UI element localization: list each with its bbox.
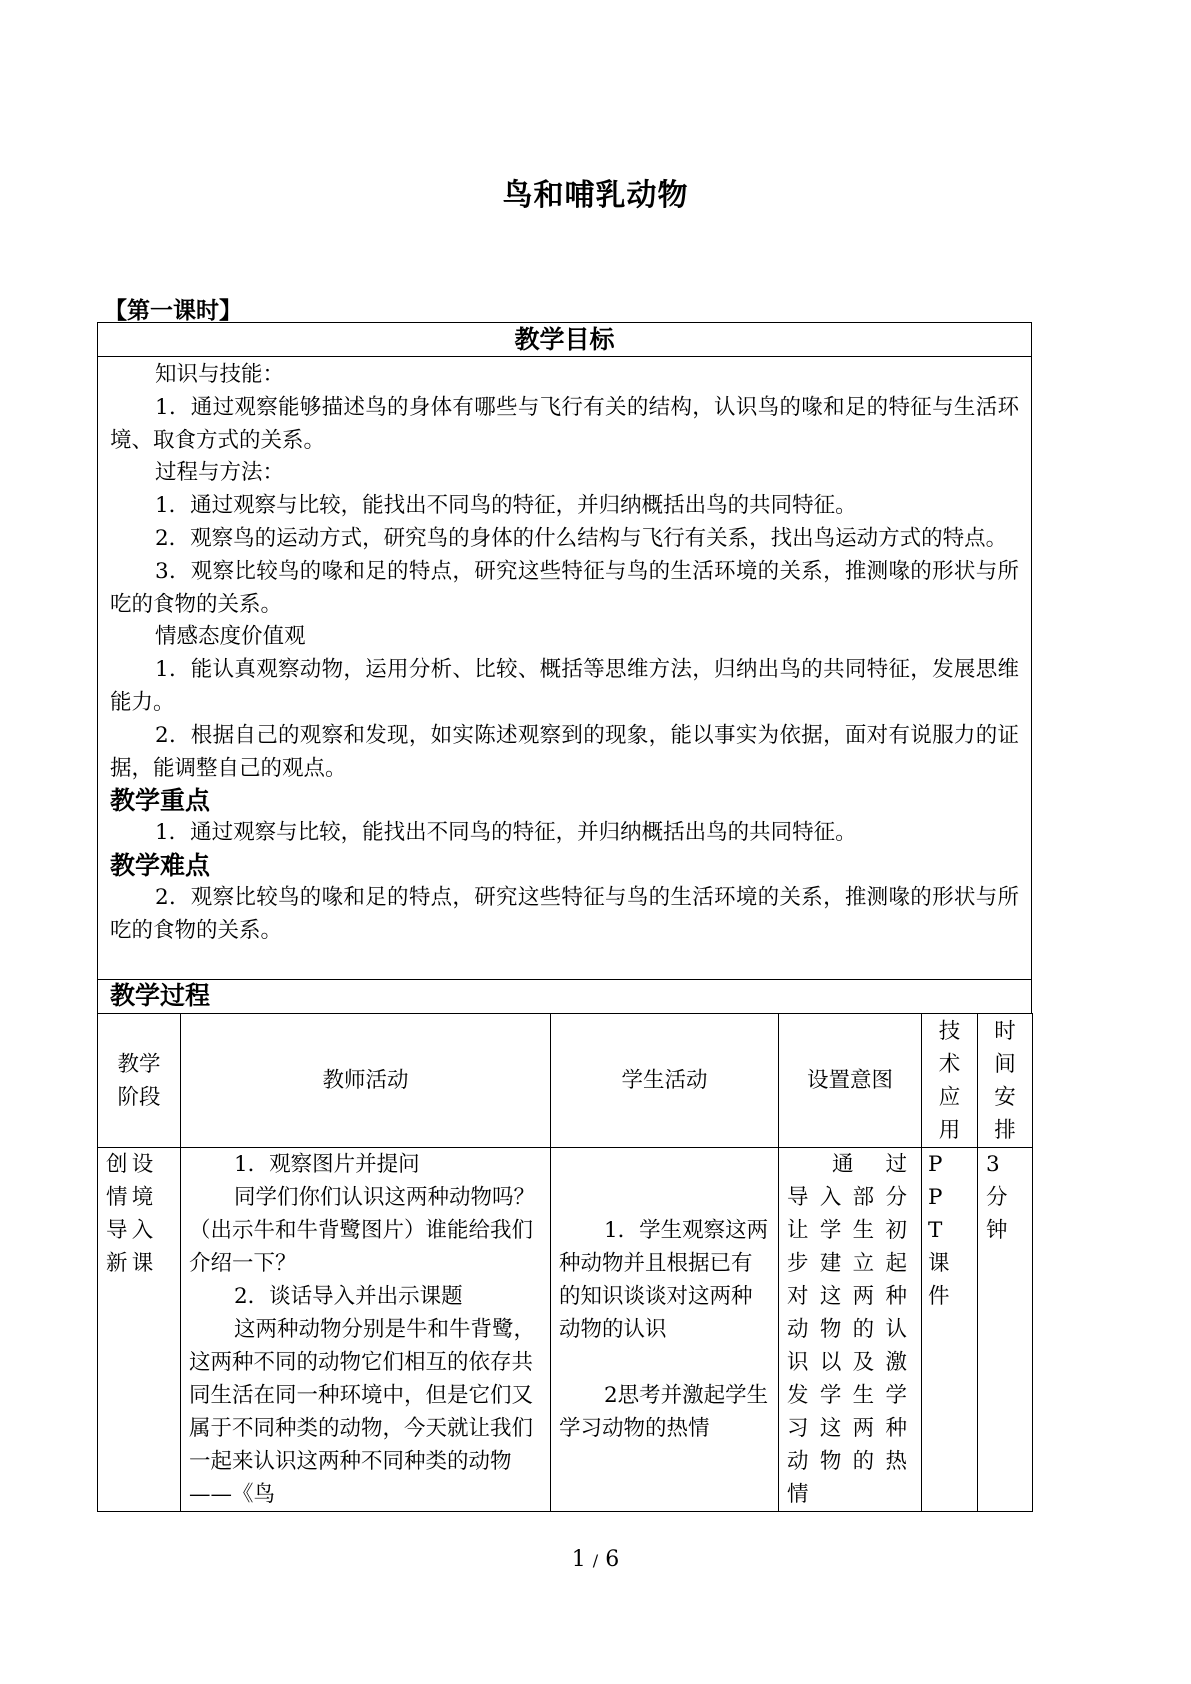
teacher-activity-cell (181, 1148, 551, 1512)
student-line: 2思考并激起学生学习动物的热情 (559, 1383, 769, 1441)
time-cell (978, 1148, 1033, 1512)
stage-cell (98, 1148, 181, 1512)
intent-text: 通过导入部分让学生初步建立起对这两种动物的认识以及激发学生学习这两种动物的热情 (787, 1152, 913, 1507)
table-row (98, 1148, 1033, 1512)
col-header-teacher: 教师活动 (181, 1014, 551, 1148)
key-point-text: 1．通过观察与比较，能找出不同鸟的特征，并归纳概括出鸟的共同特征。 (155, 820, 857, 846)
col-header-intent: 设置意图 (779, 1014, 922, 1148)
objective-line: 1．通过观察与比较，能找出不同鸟的特征，并归纳概括出鸟的共同特征。 (155, 493, 857, 519)
difficulty-heading: 教学难点 (110, 851, 211, 881)
tech-cell (922, 1148, 978, 1512)
objective-line: 2．观察鸟的运动方式，研究鸟的身体的什么结构与飞行有关系，找出鸟运动方式的特点。 (155, 525, 1008, 551)
page-footer (0, 1547, 1191, 1572)
tech-text: PPT课件 (928, 1152, 950, 1309)
teacher-line: 这两种动物分别是牛和牛背鹭，这两种不同的动物它们相互的依存共同生活在同一种环境中，但是它们又属于不同种类的动物，今天就让我们一起来认识这两种不同种类的动物——《鸟 (189, 1317, 536, 1507)
process-table (97, 1013, 1033, 1512)
process-heading: 教学过程 (97, 980, 1032, 1014)
objective-line: 1．能认真观察动物，运用分析、比较、概括等思维方法，归纳出鸟的共同特征，发展思维能力。 (110, 657, 1019, 715)
difficulty-text: 2．观察比较鸟的喙和足的特点，研究这些特征与鸟的生活环境的关系，推测喙的形状与所吃的食物的关系。 (110, 885, 1019, 943)
objective-line: 过程与方法： (155, 460, 285, 486)
col-header-time: 时间安排 (978, 1014, 1033, 1148)
document-title: 鸟和哺乳动物 (502, 178, 689, 213)
time-text: 3分钟 (986, 1152, 1008, 1243)
objectives-box (97, 322, 1032, 980)
teacher-line: 2．谈话导入并出示课题 (234, 1284, 463, 1309)
col-header-stage: 教学阶段 (98, 1014, 181, 1148)
lesson-label: 【第一课时】 (104, 297, 242, 324)
objective-line: 知识与技能： (155, 362, 285, 387)
teacher-line: 同学们你们认识这两种动物吗？（出示牛和牛背鹭图片）谁能给我们介绍一下？ (189, 1185, 536, 1276)
stage-text: 创设情境导入新课 (106, 1152, 154, 1276)
page-total: 6 (605, 1547, 620, 1572)
intent-cell (779, 1148, 922, 1512)
page-number: 1 (571, 1547, 586, 1572)
objectives-body (110, 359, 1019, 948)
col-header-tech: 技术应用 (922, 1014, 978, 1148)
objective-line: 3．观察比较鸟的喙和足的特点，研究这些特征与鸟的生活环境的关系，推测喙的形状与所吃的食物的关系。 (110, 558, 1019, 617)
page-separator: / (592, 1551, 599, 1570)
objective-line: 2．根据自己的观察和发现，如实陈述观察到的现象，能以事实为依据，面对有说服力的证据，能调整自己的观点。 (110, 722, 1019, 781)
col-header-student: 学生活动 (551, 1014, 779, 1148)
objectives-header: 教学目标 (98, 323, 1031, 357)
student-activity-cell (551, 1148, 779, 1512)
teacher-line: 1．观察图片并提问 (234, 1152, 420, 1177)
table-header-row (98, 1014, 1033, 1148)
student-line: 1．学生观察这两种动物并且根据已有的知识谈谈对这两种动物的认识 (559, 1218, 769, 1342)
objective-line: 情感态度价值观 (155, 624, 306, 650)
objective-line: 1．通过观察能够描述鸟的身体有哪些与飞行有关的结构，认识鸟的喙和足的特征与生活环境、取食方式的关系。 (110, 394, 1019, 453)
key-point-heading: 教学重点 (110, 786, 211, 816)
